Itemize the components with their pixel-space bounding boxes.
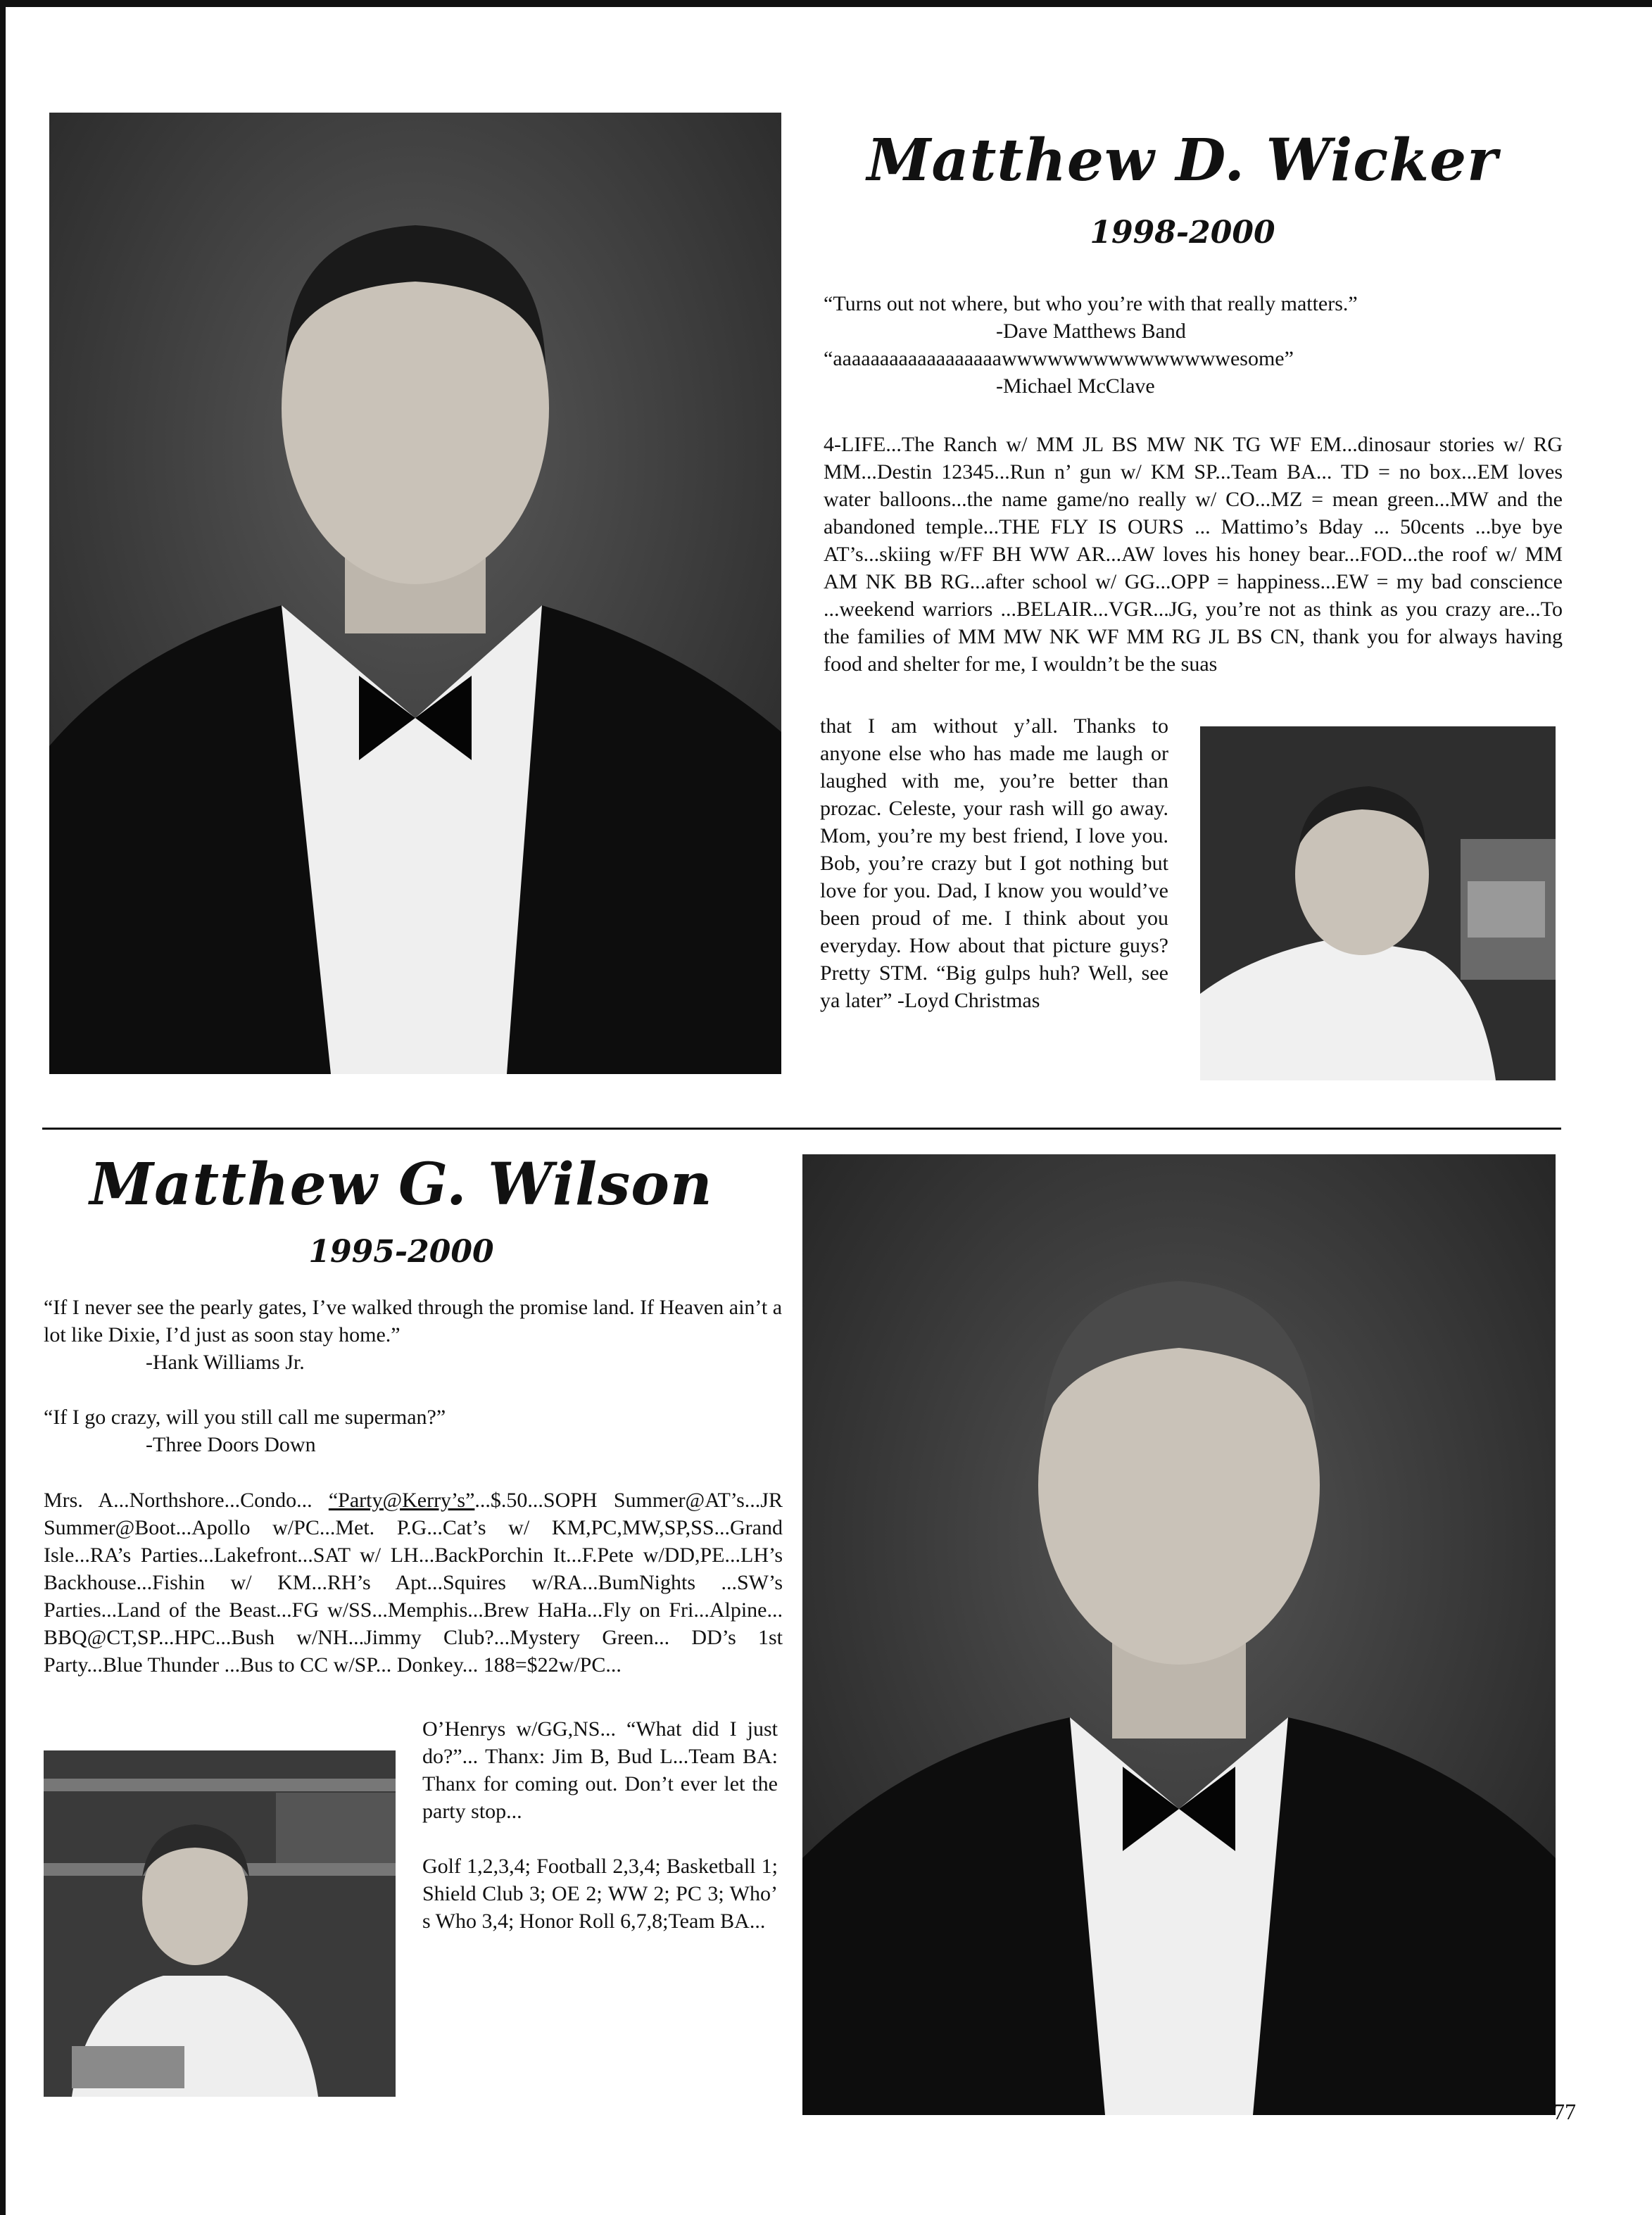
wilson-quotes (44, 1294, 783, 1458)
wicker-years: 1998-2000 (1090, 215, 1275, 251)
wilson-bio-underlined: “Party@Kerry’s” (328, 1489, 475, 1512)
wicker-quote-1-author: -Dave Matthews Band (996, 320, 1186, 343)
wicker-quote-2: “aaaaaaaaaaaaaaaaaawwwwwwwwwwwwwwwesome” (824, 347, 1294, 370)
wicker-quote-1: “Turns out not where, but who you’re with that really matters.” (824, 292, 1358, 315)
wicker-bio-side: that I am without y’all. Thanks to anyone else who has made me laugh or laughed with me, you’re better than prozac. Celeste, your rash will go away. Mom, you’re my best friend, I love you. Bob, you’re crazy but I got nothing but love for you. Dad, I know you would’ve been proud of me. I think about you everyday. How about that picture guys? Pretty STM. “Big gulps huh? Well, see ya later” -Loyd Christmas (820, 714, 1168, 1012)
wilson-quote-1: “If I never see the pearly gates, I’ve walked through the promise land. If Heaven ain’t a lot like Dixie, I’d just as soon stay home.” (44, 1296, 783, 1346)
wilson-quote-1-author: -Hank Williams Jr. (146, 1351, 305, 1374)
wicker-portrait-photo (49, 113, 781, 1074)
wilson-bio-top (44, 1487, 783, 1679)
wilson-portrait-photo (802, 1154, 1556, 2115)
wilson-bio-top-text: ...$.50...SOPH Summer@AT’s...JR Summer@Boot...Apollo w/PC...Met. P.G...Cat’s w/ KM,PC,MW,SP,SS...Grand Isle...RA’s Parties...Lakefront...SAT w/ LH...BackPorchin It...F.Pete w/DD,PE...LH’s Backhouse...Fishin w/ KM...RH’s Apt...Squires w/RA...BumNights ...SW’s Parties...Land of the Beast...FG w/SS...Memphis...Brew HaHa...Fly on Fri...Alpine... BBQ@CT,SP...HPC...Bush w/NH...Jimmy Club?...Mystery Green... DD’s 1st Party...Blue Thunder ...Bus to CC w/SP... Donkey... 188=$22w/PC... (44, 1489, 783, 1677)
wilson-bio-start: Mrs. A...Northshore...Condo... (44, 1489, 313, 1512)
wicker-bio-top: 4-LIFE...The Ranch w/ MM JL BS MW NK TG WF EM...dinosaur stories w/ RG MM...Destin 12345...Run n’ gun w/ KM SP...Team BA... TD = no box...EM loves water balloons...the name game/no really w/ CO...MZ = mean green...MW and the abandoned temple...THE FLY IS OURS ... Mattimo’s Bday ... 50cents ...bye bye AT’s...skiing w/FF BH WW AR...AW loves his honey bear...FOD...the roof w/ MM AM NK BB RG...after school w/ GG...OPP = happiness...EW = my bad conscience ...weekend warriors ...BELAIR...VGR...JG, you’re not as think as you crazy are...To the families of MM MW NK WF MM RG JL BS CN, thank you for always having food and shelter for me, I wouldn’t be the suas (824, 433, 1563, 676)
section-divider (42, 1128, 1561, 1130)
wicker-candid-photo (1200, 726, 1556, 1080)
wicker-name: Matthew D. Wicker (866, 127, 1499, 194)
wilson-quote-2: “If I go crazy, will you still call me superman?” (44, 1406, 446, 1429)
wilson-activities: Golf 1,2,3,4; Football 2,3,4; Basketball 1; Shield Club 3; OE 2; WW 2; PC 3; Who’ s Who 3,4; Honor Roll 6,7,8;Team BA... (422, 1855, 778, 1933)
wilson-name: Matthew G. Wilson (89, 1151, 713, 1218)
wicker-quotes (824, 290, 1556, 400)
page-number: 77 (1553, 2099, 1576, 2124)
wilson-quote-2-author: -Three Doors Down (146, 1433, 316, 1456)
wilson-candid-photo (44, 1750, 396, 2097)
scan-border-left (0, 0, 6, 2215)
wicker-quote-2-author: -Michael McClave (996, 374, 1155, 398)
scan-border-top (0, 0, 1652, 7)
wilson-years: 1995-2000 (308, 1234, 494, 1270)
wilson-bio-side: O’Henrys w/GG,NS... “What did I just do?”... Thanx: Jim B, Bud L...Team BA: Thanx for coming out. Don’t ever let the party stop... (422, 1717, 778, 1823)
